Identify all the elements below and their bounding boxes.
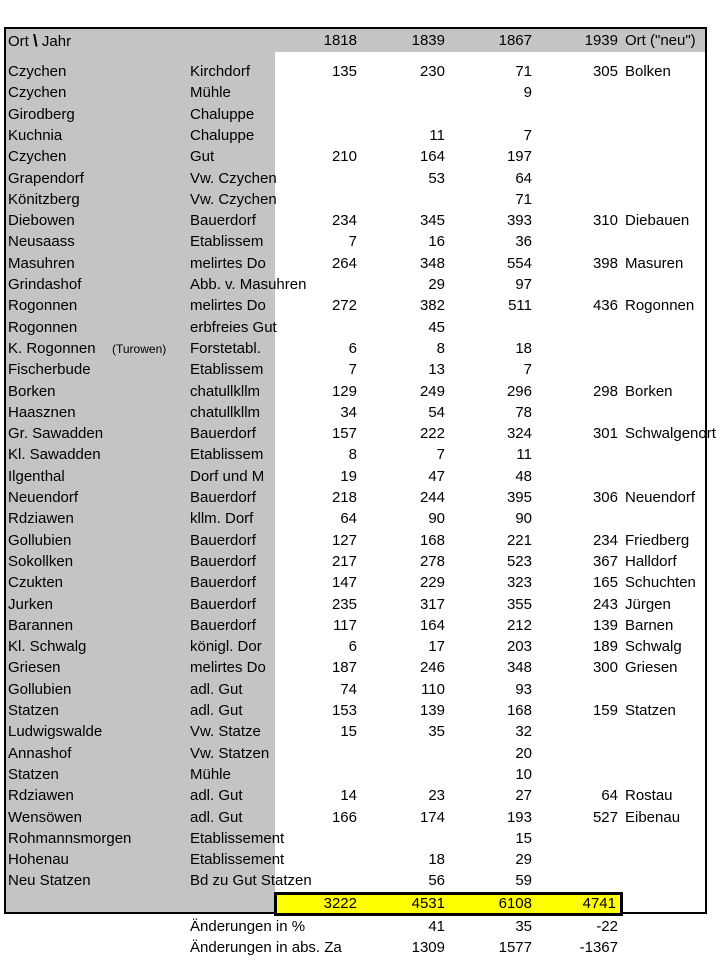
place-name: Gr. Sawadden [8,425,104,442]
place-name: Sokollken [8,553,74,570]
value-1839: 45 [428,319,445,336]
value-1839: 249 [419,383,445,400]
place-name: Czychen [8,63,67,80]
value-1839: 246 [419,659,445,676]
place-name: Masuhren [8,255,75,272]
value-1939 [550,402,618,423]
place-type: Abb. v. Masuhren [190,276,307,293]
value-1818: 135 [331,63,357,80]
place-name: Statzen [8,702,59,719]
value-1939 [550,721,618,742]
value-1867: 36 [515,233,532,250]
place-type: Bauerdorf [190,553,256,570]
place-name: Rdziawen [8,510,74,527]
new-name: Griesen [625,659,678,676]
place-note: (Turowen) [112,342,167,356]
value-1939: 527 [592,809,618,826]
value-1867: 48 [515,468,532,485]
place-name: Neusaass [8,233,75,250]
value-1818 [290,125,357,146]
value-1867: 90 [515,510,532,527]
new-name: Schwalgenort [625,425,716,442]
value-1818: 264 [331,255,357,272]
new-name: Rostau [625,787,673,804]
value-1939 [550,317,618,338]
value-1818 [290,317,357,338]
value-1867: 523 [506,553,532,570]
new-name: Statzen [625,702,676,719]
place-type: Bauerdorf [190,489,256,506]
place-type: Etablissement [190,830,285,847]
changes-abs-1839: 1309 [411,939,445,956]
new-name: Borken [625,383,673,400]
value-1939: 300 [592,659,618,676]
place-name: Rdziawen [8,787,74,804]
value-1867: 197 [506,148,532,165]
value-1939: 159 [592,702,618,719]
value-1839: 139 [419,702,445,719]
value-1867: 29 [515,851,532,868]
value-1867: 71 [515,191,532,208]
value-1867: 20 [515,745,532,762]
value-1867: 324 [506,425,532,442]
value-1939 [550,743,618,764]
value-1818: 19 [340,468,357,485]
place-type: Mühle [190,766,231,783]
value-1839: 382 [419,297,445,314]
value-1839 [378,828,445,849]
place-name: Haasznen [8,404,76,421]
value-1939: 298 [592,383,618,400]
value-1939 [550,849,618,870]
value-1818: 129 [331,383,357,400]
place-type: Bauerdorf [190,617,256,634]
value-1839: 244 [419,489,445,506]
place-name: Jurken [8,596,54,613]
value-1939 [550,231,618,252]
value-1839 [378,764,445,785]
value-1867: 71 [515,63,532,80]
place-type: Vw. Statzen [190,745,270,762]
value-1839: 229 [419,574,445,591]
value-1939 [550,274,618,295]
place-type: Chaluppe [190,106,255,123]
value-1939 [550,125,618,146]
value-1818: 166 [331,809,357,826]
value-1939: 243 [592,596,618,613]
place-type: chatullkllm [190,404,261,421]
place-name: Ilgenthal [8,468,65,485]
place-name: Rohmannsmorgen [8,830,132,847]
value-1939 [550,338,618,359]
place-type: Kirchdorf [190,63,251,80]
value-1839: 164 [419,148,445,165]
place-name: K. Rogonnen [8,340,96,357]
value-1839: 278 [419,553,445,570]
value-1839: 47 [428,468,445,485]
place-type: Bauerdorf [190,596,256,613]
place-type: Bauerdorf [190,532,256,549]
place-type: erbfreies Gut [190,319,277,336]
place-type: Forstetabl. [190,340,261,357]
value-1867: 296 [506,383,532,400]
place-type: Etablissem [190,361,264,378]
value-1839: 222 [419,425,445,442]
total-1839: 4531 [411,895,445,912]
value-1867: 168 [506,702,532,719]
changes-pct-label: Änderungen in % [190,918,306,935]
value-1818 [290,104,357,125]
value-1839: 18 [428,851,445,868]
value-1818: 117 [333,617,357,634]
new-name: Bolken [625,63,671,80]
value-1839: 13 [428,361,445,378]
place-type: adl. Gut [190,787,243,804]
value-1939 [550,168,618,189]
value-1818: 6 [348,638,357,655]
place-name: Grapendorf [8,170,84,187]
value-1939: 234 [592,532,618,549]
place-type: adl. Gut [190,809,243,826]
total-1939: 4741 [582,895,616,912]
header-corner [8,30,71,51]
value-1867: 393 [506,212,532,229]
place-type: Mühle [190,84,231,101]
value-1939: 306 [592,489,618,506]
place-name: Rogonnen [8,319,78,336]
value-1818: 8 [348,446,357,463]
value-1939 [550,444,618,465]
value-1939: 436 [592,297,618,314]
header-separator: \ [33,31,38,50]
value-1867 [465,317,532,338]
header-year-1818: 1818 [323,32,357,49]
value-1818: 272 [331,297,357,314]
changes-pct-1839: 41 [428,918,445,935]
value-1939 [550,104,618,125]
value-1818 [290,849,357,870]
place-type: Bauerdorf [190,425,256,442]
value-1818 [290,828,357,849]
value-1867: 355 [506,596,532,613]
value-1839: 174 [419,809,445,826]
value-1867: 9 [523,84,532,101]
place-name: Gollubien [8,681,72,698]
value-1839 [378,82,445,103]
value-1867: 554 [506,255,532,272]
value-1867: 64 [515,170,532,187]
place-type: Chaluppe [190,127,255,144]
place-name: Neuendorf [8,489,79,506]
value-1939 [550,189,618,210]
value-1867: 212 [506,617,532,634]
new-name: Rogonnen [625,297,695,314]
header-ort: Ort [8,33,29,50]
value-1839: 7 [436,446,445,463]
place-type: königl. Dor [190,638,262,655]
place-name: Czychen [8,84,67,101]
value-1839: 56 [428,872,445,889]
value-1818: 34 [340,404,357,421]
place-type: Vw. Czychen [190,191,277,208]
place-type: melirtes Do [190,659,266,676]
place-type: adl. Gut [190,702,243,719]
value-1939 [550,764,618,785]
place-name: Diebowen [8,212,75,229]
value-1839: 168 [419,532,445,549]
place-name: Gollubien [8,532,72,549]
value-1839: 53 [428,170,445,187]
place-name: Czychen [8,148,67,165]
place-name: Czukten [8,574,64,591]
place-name: Fischerbude [8,361,91,378]
value-1839: 345 [419,212,445,229]
value-1818 [290,870,357,891]
value-1867: 395 [506,489,532,506]
value-1839: 348 [419,255,445,272]
value-1839 [378,104,445,125]
value-1839: 8 [436,340,445,357]
place-name: Kl. Schwalg [8,638,87,655]
place-name: Ludwigswalde [8,723,103,740]
place-name: Statzen [8,766,59,783]
place-name: Hohenau [8,851,69,868]
value-1818: 74 [340,681,357,698]
value-1939 [550,679,618,700]
place-name: Rogonnen [8,297,78,314]
place-name: Könitzberg [8,191,80,208]
value-1818: 14 [340,787,357,804]
place-name: Borken [8,383,56,400]
value-1839: 16 [428,233,445,250]
value-1818: 7 [348,361,357,378]
value-1867: 32 [515,723,532,740]
place-type: Bauerdorf [190,212,256,229]
value-1867: 323 [506,574,532,591]
changes-abs-1939: -1367 [579,939,618,956]
value-1839: 35 [428,723,445,740]
value-1818: 218 [331,489,357,506]
changes-abs-1867: 1577 [498,939,532,956]
place-type: kllm. Dorf [190,510,254,527]
value-1818 [290,82,357,103]
header-new-name: Ort ("neu") [625,32,696,49]
changes-pct-1939: -22 [596,918,618,935]
value-1818: 147 [331,574,357,591]
value-1939: 139 [592,617,618,634]
value-1867: 193 [506,809,532,826]
value-1867: 7 [523,127,532,144]
value-1867: 11 [516,446,532,463]
place-type: Etablissem [190,446,264,463]
value-1939: 367 [592,553,618,570]
place-type: Vw. Statze [190,723,261,740]
value-1939 [550,828,618,849]
value-1818 [290,274,357,295]
value-1939 [550,82,618,103]
value-1867: 18 [515,340,532,357]
place-type: melirtes Do [190,297,266,314]
value-1818 [290,764,357,785]
place-name: Grindashof [8,276,82,293]
header-jahr: Jahr [41,33,72,50]
changes-abs-label: Änderungen in abs. Za [190,939,342,956]
place-name: Barannen [8,617,74,634]
value-1839: 11 [429,127,445,144]
value-1939 [550,359,618,380]
place-name: Girodberg [8,106,75,123]
value-1867: 97 [515,276,532,293]
value-1818: 153 [331,702,357,719]
place-type: melirtes Do [190,255,266,272]
header-year-1867: 1867 [498,32,532,49]
place-name: Annashof [8,745,72,762]
value-1818: 157 [331,425,357,442]
value-1839: 54 [428,404,445,421]
place-type: Vw. Czychen [190,170,277,187]
place-name: Wensöwen [8,809,82,826]
place-type: adl. Gut [190,681,243,698]
total-1867: 6108 [498,895,532,912]
value-1818: 6 [348,340,357,357]
new-name: Eibenau [625,809,681,826]
place-name: Neu Statzen [8,872,91,889]
header-year-1839: 1839 [411,32,445,49]
new-name: Schwalg [625,638,682,655]
new-name: Diebauen [625,212,690,229]
value-1867 [465,104,532,125]
value-1839: 17 [428,638,445,655]
value-1818: 127 [331,532,357,549]
value-1867: 27 [515,787,532,804]
value-1867: 221 [506,532,532,549]
value-1839 [378,189,445,210]
value-1939: 305 [592,63,618,80]
value-1867: 10 [515,766,532,783]
value-1867: 203 [506,638,532,655]
value-1818 [290,168,357,189]
value-1839: 23 [428,787,445,804]
value-1867: 93 [515,681,532,698]
new-name: Masuren [625,255,684,272]
value-1839: 90 [428,510,445,527]
value-1818: 7 [348,233,357,250]
value-1939: 165 [592,574,618,591]
value-1839: 29 [428,276,445,293]
value-1939 [550,146,618,167]
place-type: Etablissem [190,233,264,250]
value-1839: 317 [419,596,445,613]
place-type: Etablissement [190,851,285,868]
new-name: Friedberg [625,532,690,549]
value-1867: 511 [508,297,532,314]
new-name: Schuchten [625,574,696,591]
place-type: Gut [190,148,215,165]
value-1818: 64 [340,510,357,527]
value-1939 [550,508,618,529]
place-name: Kl. Sawadden [8,446,101,463]
value-1818: 217 [331,553,357,570]
value-1867: 348 [506,659,532,676]
value-1839: 230 [419,63,445,80]
place-type: Dorf und M [190,468,265,485]
new-name: Neuendorf [625,489,696,506]
value-1939: 301 [592,425,618,442]
value-1867: 78 [515,404,532,421]
value-1839: 110 [421,681,445,698]
place-type: Bauerdorf [190,574,256,591]
changes-pct-1867: 35 [515,918,532,935]
value-1839: 164 [419,617,445,634]
value-1818: 187 [331,659,357,676]
value-1939: 310 [592,212,618,229]
value-1939: 398 [592,255,618,272]
new-name: Barnen [625,617,674,634]
value-1867: 7 [523,361,532,378]
new-name: Jürgen [625,596,671,613]
place-type: chatullkllm [190,383,261,400]
value-1939 [550,466,618,487]
value-1939: 64 [601,787,618,804]
value-1839 [378,743,445,764]
value-1939: 189 [592,638,618,655]
value-1818 [290,189,357,210]
place-type: Bd zu Gut Statzen [190,872,312,889]
value-1939 [550,870,618,891]
place-name: Griesen [8,659,61,676]
value-1818: 235 [331,596,357,613]
value-1818: 15 [340,723,357,740]
total-1818: 3222 [323,895,357,912]
value-1867: 59 [515,872,532,889]
value-1818: 234 [331,212,357,229]
place-name: Kuchnia [8,127,63,144]
header-year-1939: 1939 [584,32,618,49]
value-1867: 15 [515,830,532,847]
value-1818: 210 [331,148,357,165]
value-1818 [290,743,357,764]
new-name: Halldorf [625,553,677,570]
